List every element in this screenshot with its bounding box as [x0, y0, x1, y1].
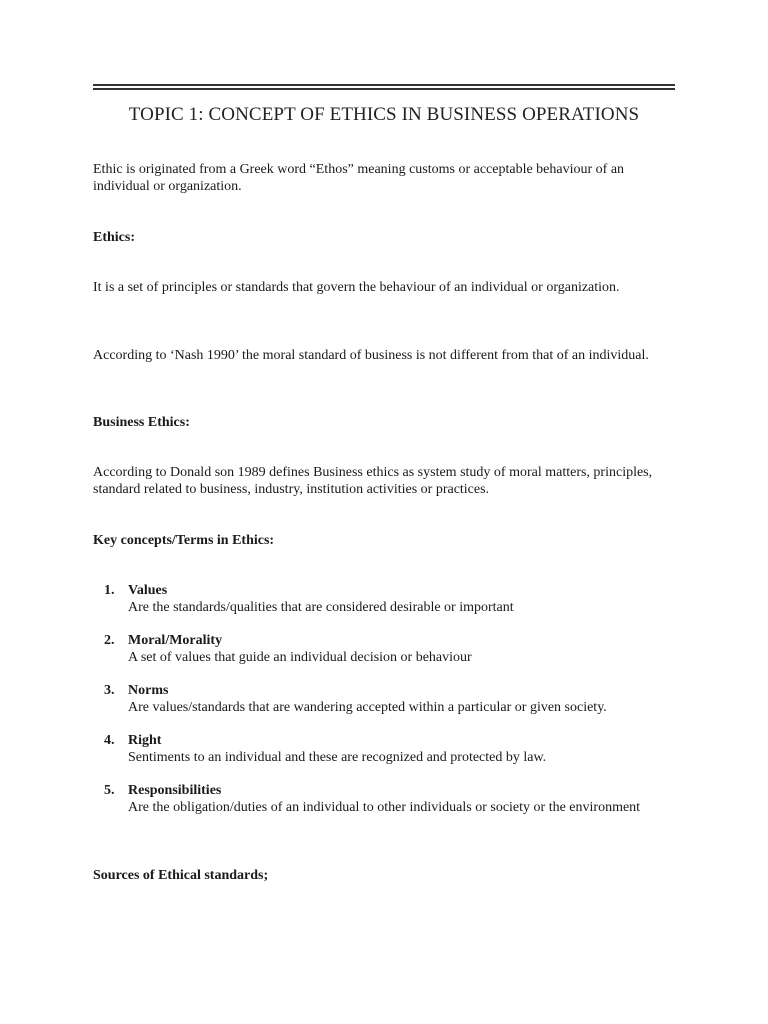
list-item-number: 5.	[104, 783, 115, 798]
nash-paragraph: According to ‘Nash 1990’ the moral standard of business is not different from that of an individual.	[93, 348, 649, 363]
ethics-definition-paragraph: It is a set of principles or standards that govern the behaviour of an individual or organization.	[93, 280, 620, 295]
list-item	[93, 632, 673, 666]
intro-paragraph: Ethic is originated from a Greek word “Ethos” meaning customs or acceptable behaviour of an individual or organization.	[93, 162, 625, 194]
list-item-term: Values	[128, 583, 168, 598]
list-item-number: 4.	[104, 733, 115, 748]
list-item	[93, 732, 673, 766]
list-item-number: 1.	[104, 583, 115, 598]
list-item-term: Responsibilities	[128, 783, 222, 798]
list-item-description: Sentiments to an individual and these are recognized and protected by law.	[128, 750, 547, 765]
sources-heading: Sources of Ethical standards;	[93, 868, 269, 883]
header-rule-top	[93, 84, 675, 86]
list-item-term: Moral/Morality	[128, 633, 223, 648]
list-item-description: Are the standards/qualities that are considered desirable or important	[128, 600, 514, 615]
key-concepts-heading: Key concepts/Terms in Ethics:	[93, 533, 275, 548]
list-item-description: Are the obligation/duties of an individual to other individuals or society or the environment	[128, 800, 641, 815]
list-item	[93, 682, 673, 716]
list-item-description: Are values/standards that are wandering accepted within a particular or given society.	[128, 700, 607, 715]
list-item-number: 2.	[104, 633, 115, 648]
ethics-heading: Ethics:	[93, 230, 135, 245]
business-ethics-paragraph: According to Donald son 1989 defines Business ethics as system study of moral matters, principles, standard related to business, industry, institution activities or practices.	[93, 465, 653, 497]
list-item	[93, 582, 673, 616]
list-item-number: 3.	[104, 683, 115, 698]
list-item	[93, 782, 673, 816]
list-item-term: Norms	[128, 683, 169, 698]
list-item-term: Right	[128, 733, 162, 748]
business-ethics-heading: Business Ethics:	[93, 415, 190, 430]
list-item-description: A set of values that guide an individual decision or behaviour	[128, 650, 472, 665]
header-rule-bottom	[93, 88, 675, 90]
key-concepts-list	[93, 582, 673, 832]
document-title: TOPIC 1: CONCEPT OF ETHICS IN BUSINESS OPERATIONS	[128, 104, 640, 125]
